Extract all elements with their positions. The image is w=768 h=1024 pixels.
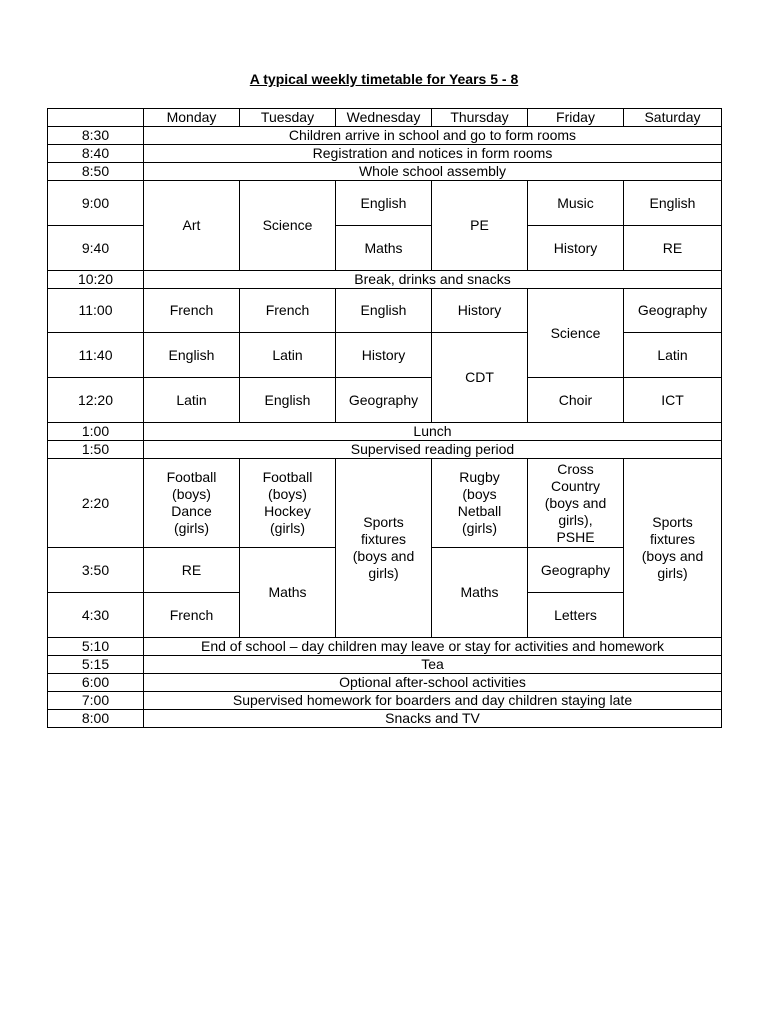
cell-line: (girls): [462, 520, 497, 536]
cell-line: Hockey: [264, 503, 311, 519]
time-cell: 12:20: [48, 378, 144, 423]
time-cell: 5:10: [48, 638, 144, 656]
full-row-cell: Tea: [144, 656, 722, 674]
lesson-cell: Geography: [336, 378, 432, 423]
table-row: [48, 127, 722, 145]
time-cell: 9:00: [48, 181, 144, 226]
day-header-saturday: Saturday: [624, 109, 722, 127]
lesson-cell: [624, 459, 722, 638]
lesson-cell: [528, 459, 624, 548]
time-cell: 8:40: [48, 145, 144, 163]
time-cell: 4:30: [48, 593, 144, 638]
full-row-cell: Optional after-school activities: [144, 674, 722, 692]
lesson-cell: English: [336, 181, 432, 226]
time-cell: 3:50: [48, 548, 144, 593]
timetable: [47, 108, 722, 728]
cell-line: Netball: [457, 503, 502, 519]
lesson-cell: English: [144, 333, 240, 378]
time-cell: 8:50: [48, 163, 144, 181]
lesson-cell: [144, 459, 240, 548]
lesson-cell: RE: [624, 226, 722, 271]
day-header-monday: Monday: [144, 109, 240, 127]
corner-cell: [48, 109, 144, 127]
cell-line: girls),: [558, 511, 593, 528]
time-cell: 8:30: [48, 127, 144, 145]
cell-line: (boys): [268, 486, 307, 502]
cell-line: Sports: [363, 514, 404, 530]
lesson-cell: [336, 459, 432, 638]
cell-line: (boys and: [352, 548, 415, 564]
table-row: [48, 181, 722, 226]
lesson-cell: ICT: [624, 378, 722, 423]
cell-line: Sports: [652, 514, 693, 530]
cell-line: (girls): [270, 520, 305, 536]
time-cell: 6:00: [48, 674, 144, 692]
cell-line: (boys and: [641, 548, 704, 564]
full-row-cell: Supervised reading period: [144, 441, 722, 459]
time-cell: 1:00: [48, 423, 144, 441]
full-row-cell: Supervised homework for boarders and day children staying late: [144, 692, 722, 710]
table-row: [48, 163, 722, 181]
cell-line: fixtures: [649, 531, 696, 547]
lesson-cell: PE: [432, 181, 528, 271]
header-row: [48, 109, 722, 127]
table-row: [48, 692, 722, 710]
lesson-cell: CDT: [432, 333, 528, 423]
lesson-cell: English: [336, 289, 432, 333]
lesson-cell: Letters: [528, 593, 624, 638]
lesson-cell: Geography: [528, 548, 624, 593]
lesson-cell: English: [240, 378, 336, 423]
day-header-wednesday: Wednesday: [336, 109, 432, 127]
lesson-cell: Geography: [624, 289, 722, 333]
time-cell: 1:50: [48, 441, 144, 459]
table-row: [48, 289, 722, 333]
cell-line: Football: [262, 469, 313, 485]
lesson-cell: Maths: [240, 548, 336, 638]
full-row-cell: End of school – day children may leave or stay for activities and homework: [144, 638, 722, 656]
table-row: [48, 145, 722, 163]
time-cell: 11:00: [48, 289, 144, 333]
time-cell: 11:40: [48, 333, 144, 378]
lesson-cell: [432, 459, 528, 548]
lesson-cell: Latin: [624, 333, 722, 378]
cell-line: (boys: [462, 486, 497, 502]
cell-line: girls): [368, 565, 399, 581]
lesson-cell: Art: [144, 181, 240, 271]
day-header-thursday: Thursday: [432, 109, 528, 127]
lesson-cell: Latin: [144, 378, 240, 423]
lesson-cell: Music: [528, 181, 624, 226]
cell-line: PSHE: [556, 528, 595, 545]
table-row: [48, 271, 722, 289]
time-cell: 2:20: [48, 459, 144, 548]
lesson-cell: [240, 459, 336, 548]
table-row: [48, 638, 722, 656]
time-cell: 7:00: [48, 692, 144, 710]
lesson-cell: Science: [528, 289, 624, 378]
lesson-cell: Maths: [432, 548, 528, 638]
lesson-cell: Maths: [336, 226, 432, 271]
lesson-cell: English: [624, 181, 722, 226]
cell-line: Country: [550, 477, 601, 494]
table-row: [48, 459, 722, 548]
cell-line: (boys): [172, 486, 211, 502]
cell-line: Cross: [557, 460, 594, 477]
table-row: [48, 656, 722, 674]
lesson-cell: Science: [240, 181, 336, 271]
table-row: [48, 441, 722, 459]
time-cell: 5:15: [48, 656, 144, 674]
cell-line: fixtures: [360, 531, 407, 547]
time-cell: 10:20: [48, 271, 144, 289]
lesson-cell: RE: [144, 548, 240, 593]
time-cell: 9:40: [48, 226, 144, 271]
lesson-cell: French: [144, 289, 240, 333]
lesson-cell: History: [336, 333, 432, 378]
lesson-cell: Choir: [528, 378, 624, 423]
lesson-cell: French: [240, 289, 336, 333]
full-row-cell: Snacks and TV: [144, 710, 722, 728]
day-header-friday: Friday: [528, 109, 624, 127]
lesson-cell: History: [528, 226, 624, 271]
time-cell: 8:00: [48, 710, 144, 728]
cell-line: (boys and: [544, 494, 607, 511]
lesson-cell: Latin: [240, 333, 336, 378]
full-row-cell: Registration and notices in form rooms: [144, 145, 722, 163]
lesson-cell: French: [144, 593, 240, 638]
table-row: [48, 378, 722, 423]
cell-line: (girls): [174, 520, 209, 536]
full-row-cell: Lunch: [144, 423, 722, 441]
page-title: A typical weekly timetable for Years 5 - 8: [249, 71, 519, 87]
cell-line: girls): [657, 565, 688, 581]
cell-line: Football: [166, 469, 217, 485]
table-row: [48, 710, 722, 728]
day-header-tuesday: Tuesday: [240, 109, 336, 127]
full-row-cell: Whole school assembly: [144, 163, 722, 181]
table-row: [48, 674, 722, 692]
full-row-cell: Children arrive in school and go to form rooms: [144, 127, 722, 145]
cell-line: Dance: [171, 503, 212, 519]
cell-line: Rugby: [459, 469, 500, 485]
full-row-cell: Break, drinks and snacks: [144, 271, 722, 289]
table-row: [48, 423, 722, 441]
lesson-cell: History: [432, 289, 528, 333]
